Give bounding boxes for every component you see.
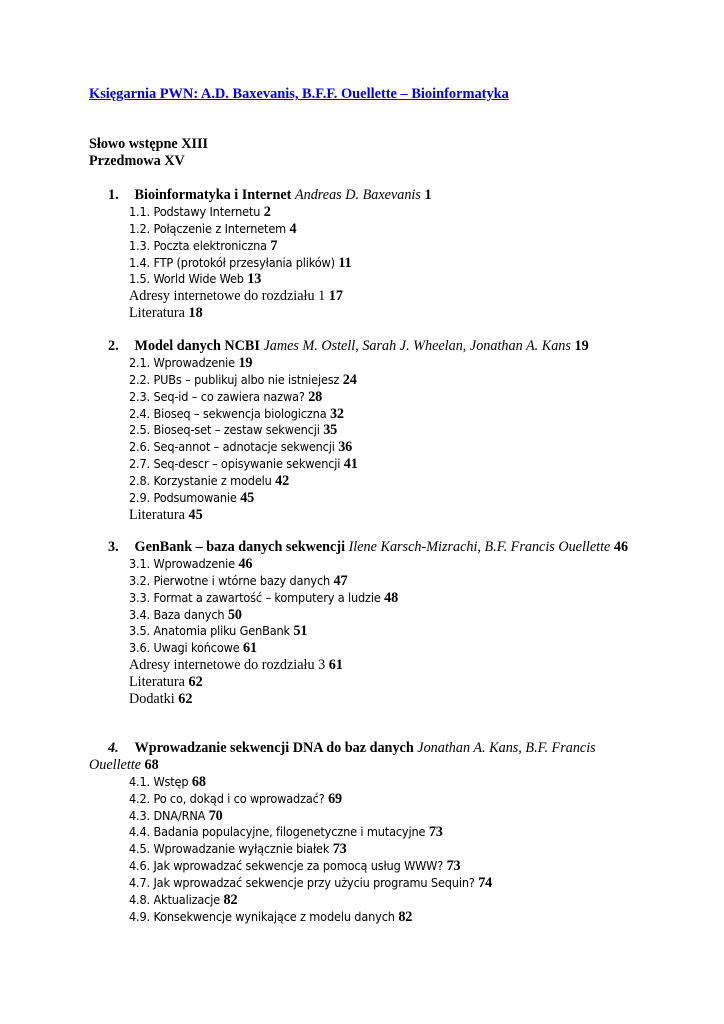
toc-entry [89,473,649,490]
toc-entry-label: 2.5. Bioseq-set – zestaw sekwencji [129,422,320,438]
chapter-authors: Ilene Karsch-Mizrachi, B.F. Francis Ouellette [348,539,611,555]
chapter-2 [89,338,649,524]
chapter-number: 2. [108,338,119,354]
toc-entry-label: 2.6. Seq-annot – adnotacje sekwencji [129,439,335,455]
toc-entry-page: 24 [342,371,357,388]
toc-entry-label: 2.2. PUBs – publikuj albo nie istniejesz [129,371,340,387]
chapter-number: 4. [108,740,119,756]
toc-entry-label: Literatura [129,674,185,691]
toc-entry-page: 18 [188,305,203,322]
toc-entry-label: Literatura [129,506,185,523]
toc-entry-page: 73 [446,858,461,875]
chapter-page: 19 [574,338,589,354]
chapter-title: Wprowadzanie sekwencji DNA do baz danych [134,740,414,756]
toc-entry-page: 28 [308,388,323,405]
toc-entry-label: Adresy internetowe do rozdziału 3 [129,657,326,674]
toc-entry-label: 4.8. Aktualizacje [129,892,221,908]
toc-entry [89,774,649,791]
toc-entry-label: 3.6. Uwagi końcowe [129,640,240,656]
toc-entry-page: 69 [328,790,342,807]
toc-entry-label: 2.3. Seq-id – co zawiera nazwa? [129,388,305,404]
toc-entry-label: 4.4. Badania populacyjne, filogenetyczne i mutacyjne [129,824,426,840]
toc-entry [89,439,649,456]
chapter-number: 1. [108,187,119,203]
toc-entry-label: 3.3. Format a zawartość – komputery a ludzie [129,589,381,605]
toc-entry-page: 50 [227,606,242,623]
toc-entry-page: 45 [240,490,255,507]
toc-entry-label: 1.3. Poczta elektroniczna [129,237,267,253]
chapter-page: 1 [424,187,432,203]
toc-entry [89,507,649,524]
toc-entry-page: 73 [428,824,443,841]
front-matter [89,136,208,170]
chapter-4 [89,740,649,926]
toc-entry [89,590,649,607]
chapter-title: Bioinformatyka i Internet [134,187,292,203]
chapter-heading [89,539,649,556]
toc-entry-label: 4.2. Po co, dokąd i co wprowadzać? [129,790,325,806]
toc-entry-page: 74 [478,875,493,892]
toc-entry [89,892,649,909]
toc-entry [89,556,649,573]
toc-entry-label: 3.4. Baza danych [129,606,225,622]
toc-entry [89,355,649,372]
toc-entry-label: 4.3. DNA/RNA [129,807,206,823]
toc-entry [89,909,649,926]
toc-entry [89,841,649,858]
toc-entry-page: 36 [338,439,353,456]
toc-entry [89,674,649,691]
chapter-title: Model danych NCBI [134,338,260,354]
toc-entry-label: 2.8. Korzystanie z modelu [129,473,272,489]
toc-entry-page: 61 [243,640,257,657]
toc-entry [89,490,649,507]
toc-entry [89,255,649,272]
toc-entry-page: 17 [328,288,343,305]
toc-entry-label: 4.9. Konsekwencje wynikające z modelu danych [129,908,395,924]
front-matter-item: Przedmowa XV [89,153,185,169]
toc-entry [89,573,649,590]
toc-entry [89,875,649,892]
toc-entry-page: 62 [178,691,193,708]
toc-entry-label: Literatura [129,305,185,322]
toc-entry-page: 61 [328,657,343,674]
toc-entry [89,305,649,322]
toc-entry-page: 51 [293,623,308,640]
chapter-3 [89,539,649,708]
toc-entry [89,791,649,808]
toc-entry-label: 4.6. Jak wprowadzać sekwencje za pomocą usług WWW? [129,858,444,874]
toc-entry-label: 3.2. Pierwotne i wtórne bazy danych [129,572,331,588]
toc-entry-label: 2.4. Bioseq – sekwencja biologiczna [129,405,327,421]
toc-entry-page: 2 [263,203,271,220]
chapter-1 [89,187,649,322]
chapter-authors: Andreas D. Baxevanis [294,187,421,203]
toc-entry-page: 35 [323,422,338,439]
toc-entry-page: 41 [343,456,358,473]
toc-entry-page: 19 [238,354,253,371]
toc-entry [89,607,649,624]
toc-entry [89,691,649,708]
toc-entry-label: Adresy internetowe do rozdziału 1 [129,288,326,305]
toc-entry-page: 32 [329,405,344,422]
chapter-title: GenBank – baza danych sekwencji [134,539,346,555]
chapter-page: 46 [613,539,629,555]
front-matter-item: Słowo wstępne XIII [89,136,209,152]
toc-entry [89,221,649,238]
toc-entry-page: 11 [338,254,352,271]
toc-entry [89,623,649,640]
toc-entry-page: 82 [223,892,238,909]
toc-entry [89,640,649,657]
toc-entry-label: 3.5. Anatomia pliku GenBank [129,623,290,639]
toc-entry-page: 13 [247,271,262,288]
toc-entry-label: Dodatki [129,691,175,708]
toc-entry-page: 68 [191,773,206,790]
toc-entry-page: 70 [208,807,223,824]
toc-entry-page: 4 [289,220,297,237]
toc-entry-page: 62 [188,674,203,691]
toc-entry [89,389,649,406]
toc-entry-page: 7 [270,237,278,254]
toc-entry-label: 4.5. Wprowadzanie wyłącznie białek [129,841,330,857]
toc-entry-page: 42 [275,473,290,490]
toc-entry [89,422,649,439]
toc-entry-label: 1.2. Połączenie z Internetem [129,220,287,236]
toc-entry-label: 3.1. Wprowadzenie [129,555,235,571]
toc-entry-page: 45 [188,506,203,523]
toc-entry-label: 2.7. Seq-descr – opisywanie sekwencji [129,456,341,472]
toc-entry [89,808,649,825]
toc-entry [89,858,649,875]
toc-entry-page: 73 [332,841,347,858]
toc-entry [89,372,649,389]
title-link[interactable]: Księgarnia PWN: A.D. Baxevanis, B.F.F. Ouellette – Bioinformatyka [89,86,509,102]
toc-entry-label: 4.7. Jak wprowadzać sekwencje przy użyciu programu Sequin? [129,875,475,891]
chapter-number: 3. [108,539,119,555]
toc-entry [89,271,649,288]
chapter-heading [89,338,649,355]
toc-entry [89,824,649,841]
chapter-heading [89,187,649,204]
toc-entry-page: 82 [398,908,413,925]
toc-entry-label: 1.4. FTP (protokół przesyłania plików) [129,254,335,270]
chapter-authors: James M. Ostell, Sarah J. Wheelan, Jonathan A. Kans [263,338,571,354]
toc-entry [89,657,649,674]
chapter-page: 68 [144,756,159,773]
toc-entry-label: 4.1. Wstęp [129,773,189,789]
chapter-heading [89,740,649,774]
toc-entry [89,204,649,221]
toc-entry [89,406,649,423]
toc-entry [89,456,649,473]
toc-entry [89,238,649,255]
toc-entry [89,288,649,305]
toc-entry-label: 2.1. Wprowadzenie [129,354,235,370]
toc-entry-page: 47 [333,572,348,589]
toc-entry-page: 46 [238,555,253,572]
toc-entry-label: 1.5. World Wide Web [129,271,244,287]
toc-entry-page: 48 [384,589,399,606]
toc-entry-label: 1.1. Podstawy Internetu [129,203,261,219]
chapter-authors: Jonathan A. Kans, B.F. Francis Ouellette [89,740,596,773]
toc-entry-label: 2.9. Podsumowanie [129,490,237,506]
